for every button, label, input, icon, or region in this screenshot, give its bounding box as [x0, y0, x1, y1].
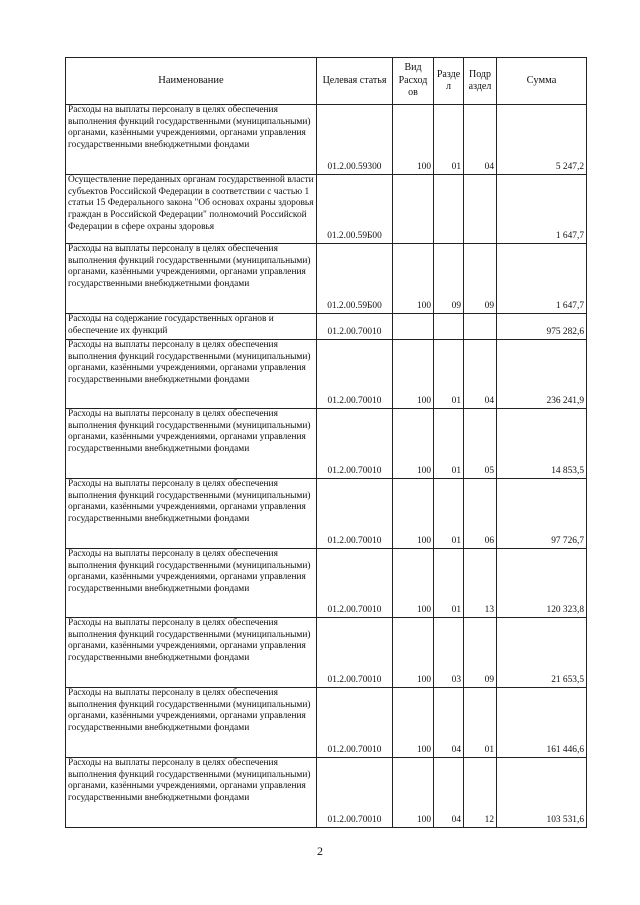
- row-amount-cell: 1 647,7: [497, 175, 587, 244]
- header-expense-type: Вид Расход ов: [393, 58, 434, 105]
- row-amount-cell: 14 853,5: [497, 409, 587, 479]
- row-subsection-cell: 09: [464, 244, 497, 314]
- header-amount: Сумма: [497, 58, 587, 105]
- row-target-article-cell: 01.2.00.70010: [317, 688, 393, 758]
- row-target-article-cell: 01.2.00.59300: [317, 105, 393, 175]
- table-row: [66, 758, 587, 828]
- row-expense-type-cell: 100: [393, 340, 434, 409]
- row-target-article-cell: 01.2.00.59Б00: [317, 244, 393, 314]
- table-row: [66, 314, 587, 340]
- row-section-cell: 04: [434, 688, 464, 758]
- table-row: [66, 618, 587, 688]
- row-section-cell: [434, 175, 464, 244]
- row-subsection-cell: 06: [464, 479, 497, 549]
- row-expense-type-cell: 100: [393, 409, 434, 479]
- page-number: 2: [317, 844, 323, 858]
- row-target-article-cell: 01.2.00.70010: [317, 340, 393, 409]
- row-expense-type-cell: 100: [393, 105, 434, 175]
- row-name-cell: Расходы на выплаты персоналу в целях обеспечения выполнения функций государственными (муниципальными) органами, казёнными учреждениями, органами управления государственными внебюджетными фондами: [66, 409, 317, 479]
- row-target-article-cell: 01.2.00.70010: [317, 479, 393, 549]
- table-row: [66, 549, 587, 618]
- row-amount-cell: 236 241,9: [497, 340, 587, 409]
- row-section-cell: 03: [434, 618, 464, 688]
- row-name-cell: Расходы на выплаты персоналу в целях обеспечения выполнения функций государственными (муниципальными) органами, казёнными учреждениями, органами управления государственными внебюджетными фондами: [66, 105, 317, 175]
- row-amount-cell: 120 323,8: [497, 549, 587, 618]
- row-target-article-cell: 01.2.00.70010: [317, 758, 393, 828]
- row-target-article-cell: 01.2.00.70010: [317, 314, 393, 340]
- row-section-cell: 09: [434, 244, 464, 314]
- row-name-cell: Осуществление переданных органам государственной власти субъектов Российской Федерации в соответствии с частью 1 статьи 15 Федерального закона "Об основах охраны здоровья граждан в Российской Федерации" полномочий Российской Федерации в сфере охраны здоровья: [66, 175, 317, 244]
- table-body: [66, 105, 587, 828]
- row-section-cell: 01: [434, 105, 464, 175]
- table-row: [66, 688, 587, 758]
- row-name-cell: Расходы на выплаты персоналу в целях обеспечения выполнения функций государственными (муниципальными) органами, казёнными учреждениями, органами управления государственными внебюджетными фондами: [66, 618, 317, 688]
- header-section: Разде л: [434, 58, 464, 105]
- table-row: [66, 409, 587, 479]
- row-name-cell: Расходы на содержание государственных органов и обеспечение их функций: [66, 314, 317, 340]
- row-amount-cell: 161 446,6: [497, 688, 587, 758]
- row-amount-cell: 103 531,6: [497, 758, 587, 828]
- row-expense-type-cell: [393, 175, 434, 244]
- row-subsection-cell: [464, 314, 497, 340]
- row-expense-type-cell: 100: [393, 758, 434, 828]
- table-row: [66, 340, 587, 409]
- row-section-cell: 01: [434, 409, 464, 479]
- row-target-article-cell: 01.2.00.59Б00: [317, 175, 393, 244]
- row-expense-type-cell: [393, 314, 434, 340]
- row-name-cell: Расходы на выплаты персоналу в целях обеспечения выполнения функций государственными (муниципальными) органами, казёнными учреждениями, органами управления государственными внебюджетными фондами: [66, 244, 317, 314]
- row-subsection-cell: 05: [464, 409, 497, 479]
- row-name-cell: Расходы на выплаты персоналу в целях обеспечения выполнения функций государственными (муниципальными) органами, казёнными учреждениями, органами управления государственными внебюджетными фондами: [66, 549, 317, 618]
- row-section-cell: 01: [434, 549, 464, 618]
- row-amount-cell: 1 647,7: [497, 244, 587, 314]
- row-subsection-cell: 04: [464, 340, 497, 409]
- header-subsection: Подр аздел: [464, 58, 497, 105]
- row-expense-type-cell: 100: [393, 244, 434, 314]
- row-expense-type-cell: 100: [393, 479, 434, 549]
- header-name: Наименование: [66, 58, 317, 105]
- row-name-cell: Расходы на выплаты персоналу в целях обеспечения выполнения функций государственными (муниципальными) органами, казёнными учреждениями, органами управления государственными внебюджетными фондами: [66, 758, 317, 828]
- row-section-cell: 01: [434, 340, 464, 409]
- table-row: [66, 244, 587, 314]
- table-row: [66, 105, 587, 175]
- budget-table: [65, 57, 587, 828]
- row-section-cell: [434, 314, 464, 340]
- row-target-article-cell: 01.2.00.70010: [317, 409, 393, 479]
- row-subsection-cell: 13: [464, 549, 497, 618]
- row-subsection-cell: 01: [464, 688, 497, 758]
- row-name-cell: Расходы на выплаты персоналу в целях обеспечения выполнения функций государственными (муниципальными) органами, казёнными учреждениями, органами управления государственными внебюджетными фондами: [66, 479, 317, 549]
- row-section-cell: 01: [434, 479, 464, 549]
- row-target-article-cell: 01.2.00.70010: [317, 549, 393, 618]
- row-target-article-cell: 01.2.00.70010: [317, 618, 393, 688]
- row-name-cell: Расходы на выплаты персоналу в целях обеспечения выполнения функций государственными (муниципальными) органами, казёнными учреждениями, органами управления государственными внебюджетными фондами: [66, 688, 317, 758]
- row-expense-type-cell: 100: [393, 688, 434, 758]
- row-section-cell: 04: [434, 758, 464, 828]
- row-amount-cell: 5 247,2: [497, 105, 587, 175]
- row-expense-type-cell: 100: [393, 549, 434, 618]
- table-header-row: [66, 58, 587, 105]
- row-subsection-cell: 09: [464, 618, 497, 688]
- header-target-article: Целевая статья: [317, 58, 393, 105]
- row-name-cell: Расходы на выплаты персоналу в целях обеспечения выполнения функций государственными (муниципальными) органами, казёнными учреждениями, органами управления государственными внебюджетными фондами: [66, 340, 317, 409]
- table-row: [66, 479, 587, 549]
- row-subsection-cell: 12: [464, 758, 497, 828]
- row-expense-type-cell: 100: [393, 618, 434, 688]
- row-subsection-cell: 04: [464, 105, 497, 175]
- table-row: [66, 175, 587, 244]
- row-amount-cell: 21 653,5: [497, 618, 587, 688]
- row-amount-cell: 97 726,7: [497, 479, 587, 549]
- row-amount-cell: 975 282,6: [497, 314, 587, 340]
- row-subsection-cell: [464, 175, 497, 244]
